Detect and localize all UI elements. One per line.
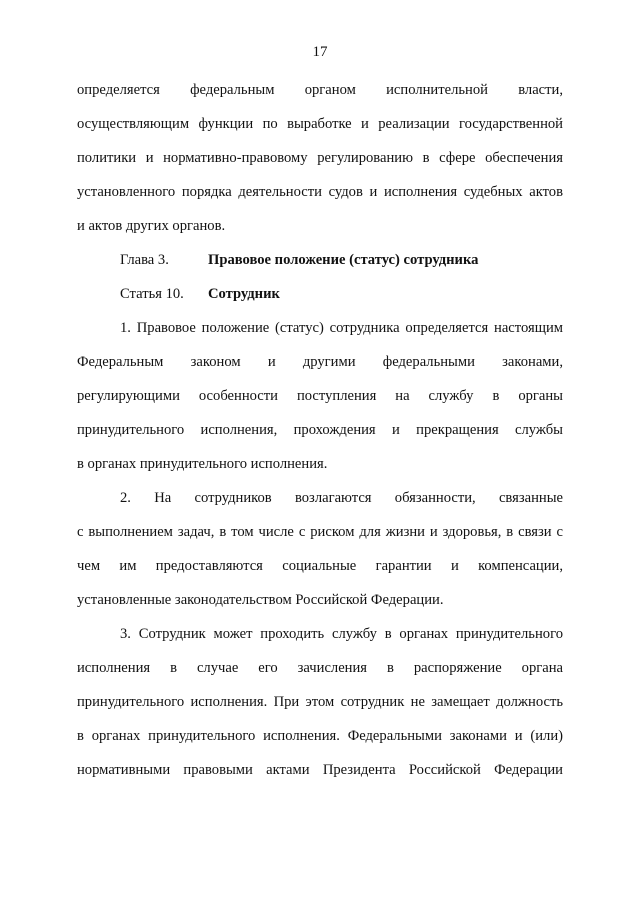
paragraph-3-line: в органах принудительного исполнения. Федеральными законами и (или) <box>77 728 563 744</box>
paragraph-1-line: принудительного исполнения, прохождения и прекращения службы <box>77 422 563 438</box>
chapter-title: Правовое положение (статус) сотрудника <box>208 252 479 268</box>
article-heading <box>77 277 563 311</box>
paragraph-2-line: чем им предоставляются социальные гарантии и компенсации, <box>77 558 563 574</box>
chapter-label: Глава 3. <box>120 252 169 268</box>
article-label: Статья 10. <box>120 286 184 302</box>
chapter-heading <box>77 243 563 277</box>
paragraph-3-line: 3. Сотрудник может проходить службу в органах принудительного <box>120 626 563 642</box>
paragraph-1-line: в органах принудительного исполнения. <box>77 456 328 472</box>
text-line: установленного порядка деятельности судов и исполнения судебных актов <box>77 184 563 200</box>
text-line: осуществляющим функции по выработке и реализации государственной <box>77 116 563 132</box>
paragraph-1-line: регулирующими особенности поступления на службу в органы <box>77 388 563 404</box>
article-title: Сотрудник <box>208 286 280 302</box>
paragraph-1-line: Федеральным законом и другими федеральными законами, <box>77 354 563 370</box>
paragraph-2-line: установленные законодательством Российской Федерации. <box>77 592 444 608</box>
paragraph-2-line: 2. На сотрудников возлагаются обязанности, связанные <box>120 490 563 506</box>
paragraph-3-line: исполнения в случае его зачисления в распоряжение органа <box>77 660 563 676</box>
page-number: 17 <box>312 44 328 60</box>
paragraph-3-line: нормативными правовыми актами Президента Российской Федерации <box>77 762 563 778</box>
text-line: и актов других органов. <box>77 218 226 234</box>
document-body <box>77 73 563 787</box>
paragraph-2-line: с выполнением задач, в том числе с риском для жизни и здоровья, в связи с <box>77 524 563 540</box>
text-line: определяется федеральным органом исполнительной власти, <box>77 82 563 98</box>
paragraph-1-line: 1. Правовое положение (статус) сотрудника определяется настоящим <box>120 320 563 336</box>
paragraph-3-line: принудительного исполнения. При этом сотрудник не замещает должность <box>77 694 563 710</box>
text-line: политики и нормативно-правовому регулированию в сфере обеспечения <box>77 150 563 166</box>
